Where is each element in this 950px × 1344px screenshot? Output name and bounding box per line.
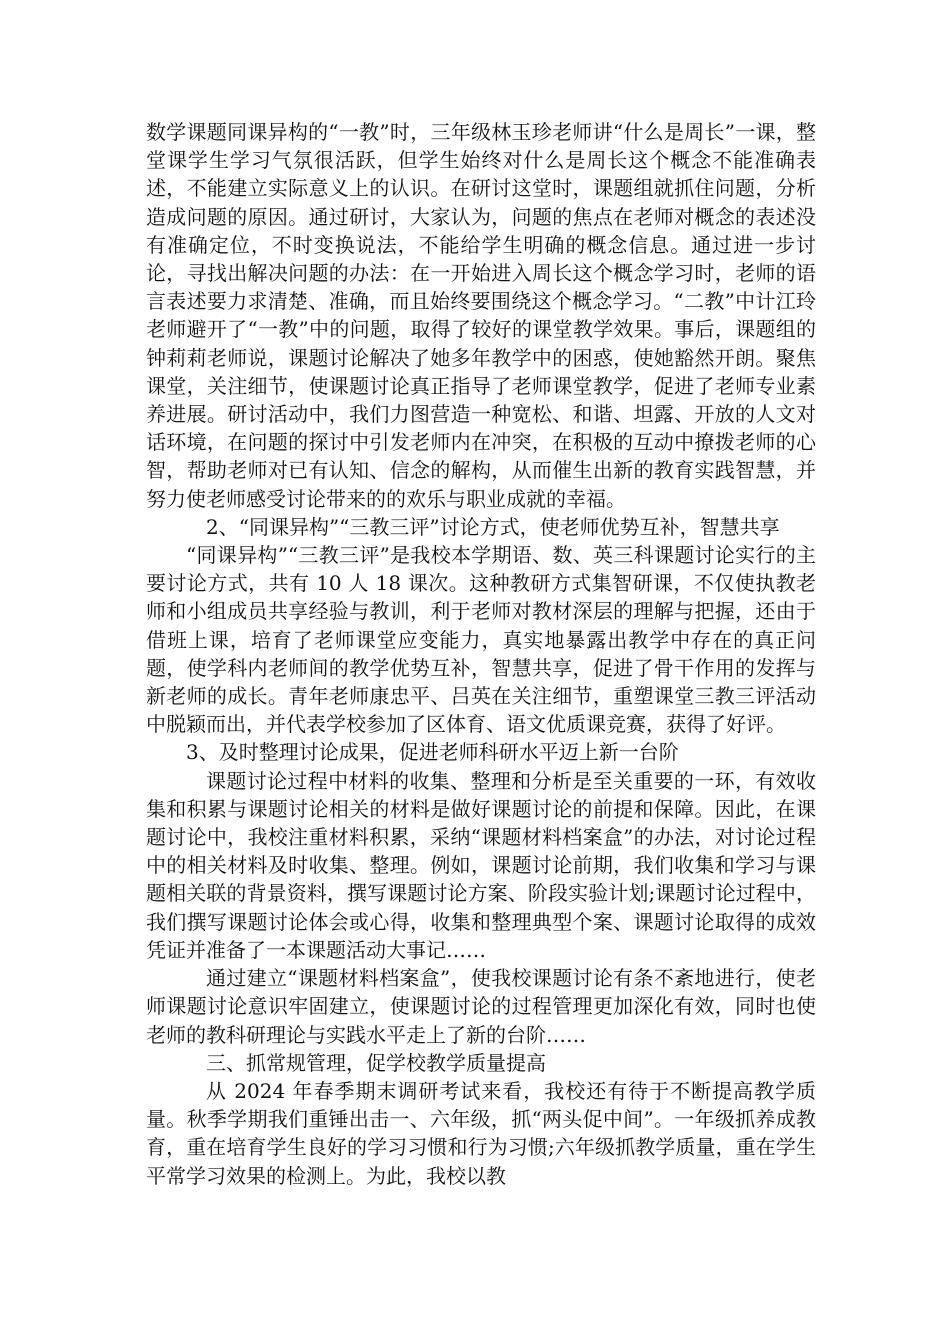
heading-section-3: 三、抓常规管理，促学校教学质量提高 bbox=[206, 1050, 546, 1075]
paragraph-archive-box: 通过建立“课题材料档案盒”，使我校课题讨论有条不紊地进行，使老师课题讨论意识牢固建立，使课题讨论的过程管理更加深化有效，同时也使老师的教科研理论与实践水平走上了新的台阶…… bbox=[146, 966, 816, 1047]
paragraph-three-teach-three-review: “同课异构”“三教三评”是我校本学期语、数、英三科课题讨论实行的主要讨论方式，共有 10 人 18 课次。这种教研方式集智研课，不仅使执教老师和小组成员共享经验与教训，利于老师对教材深层的理解与把握，还由于借班上课，培育了老师课堂应变能力，真实地暴露出教学中存在的真正问题，使学科内老师间的教学优势互补，智慧共享，促进了骨干作用的发挥与新老师的成长。青年老师康忠平、吕英在关注细节，重塑课堂三教三评活动中脱颖而出，并代表学校参加了区体育、语文优质课竞赛，获得了好评。 bbox=[146, 543, 816, 737]
heading-item-2: 2、“同课异构”“三教三评”讨论方式，使老师优势互补，智慧共享 bbox=[206, 514, 780, 539]
paragraph-peer-lesson-case: 数学课题同课异构的“一教”时，三年级林玉珍老师讲“什么是周长”一课，整堂课学生学习气氛很活跃，但学生始终对什么是周长这个概念不能准确表述，不能建立实际意义上的认识。在研讨这堂时，课题组就抓住问题，分析造成问题的原因。通过研讨，大家认为，问题的焦点在老师对概念的表述没有准确定位，不时变换说法，不能给学生明确的概念信息。通过进一步讨论，寻找出解决问题的办法：在一开始进入周长这个概念学习时，老师的语言表述要力求清楚、准确，而且始终要围绕这个概念学习。“二教”中计江玲老师避开了“一教”中的问题，取得了较好的课堂教学效果。事后，课题组的钟莉莉老师说，课题讨论解决了她多年教学中的困惑，使她豁然开朗。聚焦课堂，关注细节，使课题讨论真正指导了老师课堂教学，促进了老师专业素养进展。研讨活动中，我们力图营造一种宽松、和谐、坦露、开放的人文对话环境，在问题的探讨中引发老师内在冲突，在积极的互动中撩拨老师的心智，帮助老师对已有认知、信念的解构，从而催生出新的教育实践智慧，并努力使老师感受讨论带来的的欢乐与职业成就的幸福。 bbox=[146, 120, 816, 511]
paragraph-material-collection: 课题讨论过程中材料的收集、整理和分析是至关重要的一环，有效收集和积累与课题讨论相关的材料是做好课题讨论的前提和保障。因此，在课题讨论中，我校注重材料积累，采纳“课题材料档案盒”的办法，对讨论过程中的相关材料及时收集、整理。例如，课题讨论前期，我们收集和学习与课题相关联的背景资料，撰写课题讨论方案、阶段实验计划;课题讨论过程中，我们撰写课题讨论体会或心得，收集和整理典型个案、课题讨论取得的成效凭证并准备了一本课题活动大事记…… bbox=[146, 768, 816, 962]
paragraph-exam-results: 从 2024 年春季期末调研考试来看，我校还有待于不断提高教学质量。秋季学期我们重锤出击一、六年级，抓“两头促中间”。一年级抓养成教育，重在培育学生良好的学习习惯和行为习惯;六年级抓教学质量，重在学生平常学习效果的检测上。为此，我校以教 bbox=[146, 1078, 816, 1188]
document-body bbox=[146, 118, 816, 1190]
heading-item-3: 3、及时整理讨论成果，促进老师科研水平迈上新一台阶 bbox=[186, 740, 679, 765]
